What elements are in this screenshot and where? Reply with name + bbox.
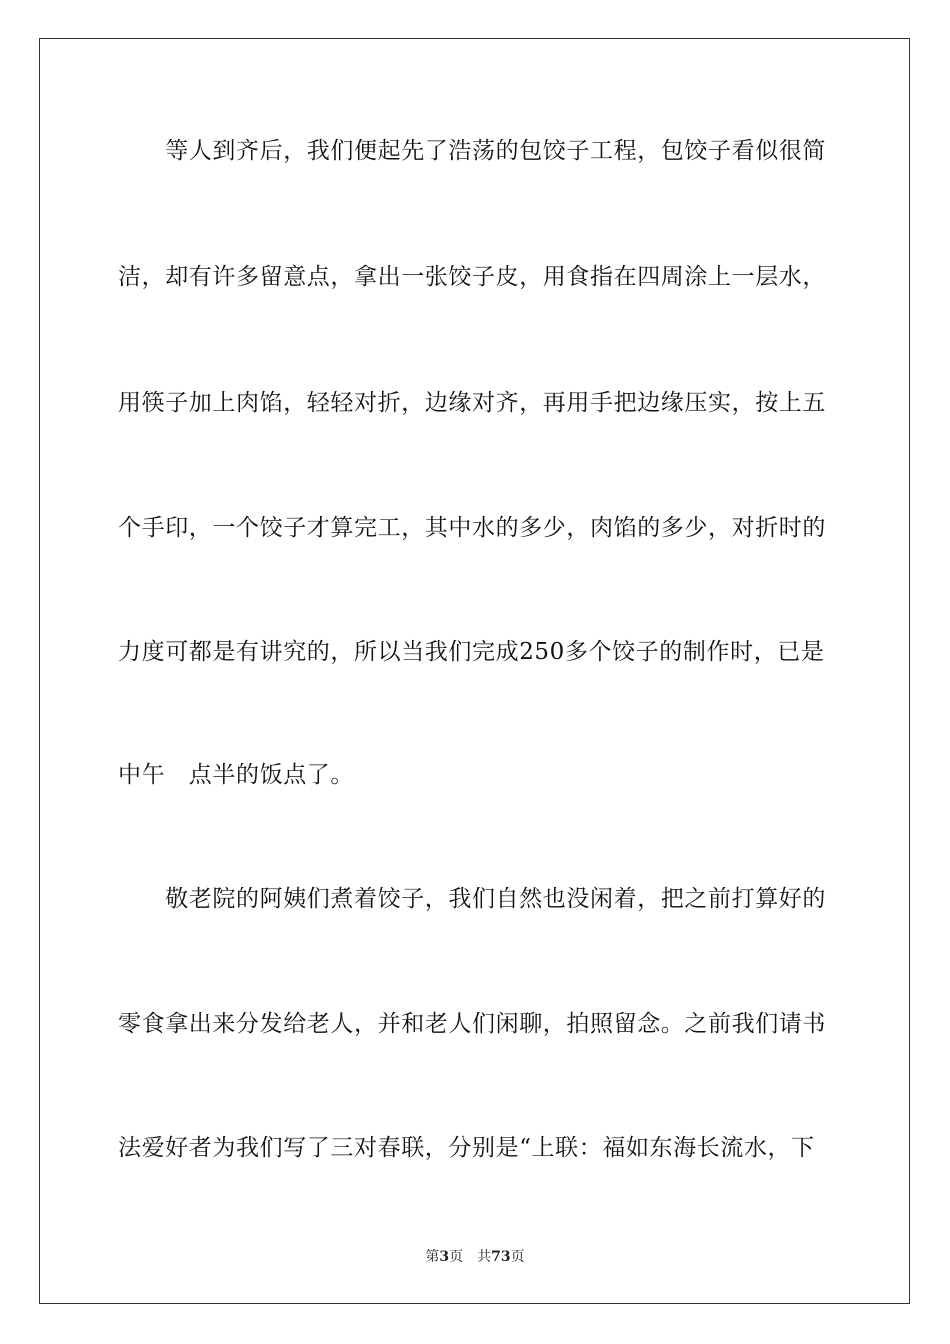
page-prefix: 第: [425, 1249, 440, 1265]
text-line: 用筷子加上肉馅，轻轻对折，边缘对齐，再用手把边缘压实，按上五: [118, 390, 826, 416]
text-line: 个手印，一个饺子才算完工，其中水的多少，肉馅的多少，对折时的: [118, 515, 826, 541]
page-border: [39, 38, 910, 1304]
page-number: 3: [439, 1249, 450, 1265]
text-line: 敬老院的阿姨们煮着饺子，我们自然也没闲着，把之前打算好的: [118, 886, 826, 912]
text-line: 洁，却有许多留意点，拿出一张饺子皮，用食指在四周涂上一层水，: [118, 264, 826, 290]
text-line: 法爱好者为我们写了三对春联，分别是“上联：福如东海长流水，下: [118, 1135, 815, 1161]
text-line: 中午 点半的饭点了。: [118, 762, 354, 788]
text-line: 零食拿出来分发给老人，并和老人们闲聊，拍照留念。之前我们请书: [118, 1011, 826, 1037]
page-footer: [0, 1248, 950, 1266]
page-suffix: 页: [449, 1249, 464, 1265]
total-pages: 73: [491, 1249, 511, 1265]
total-suffix: 页: [510, 1249, 525, 1265]
text-line: 力度可都是有讲究的，所以当我们完成250多个饺子的制作时，已是: [118, 639, 825, 665]
text-line: 等人到齐后，我们便起先了浩荡的包饺子工程，包饺子看似很简: [118, 138, 826, 164]
total-prefix: 共: [477, 1249, 492, 1265]
